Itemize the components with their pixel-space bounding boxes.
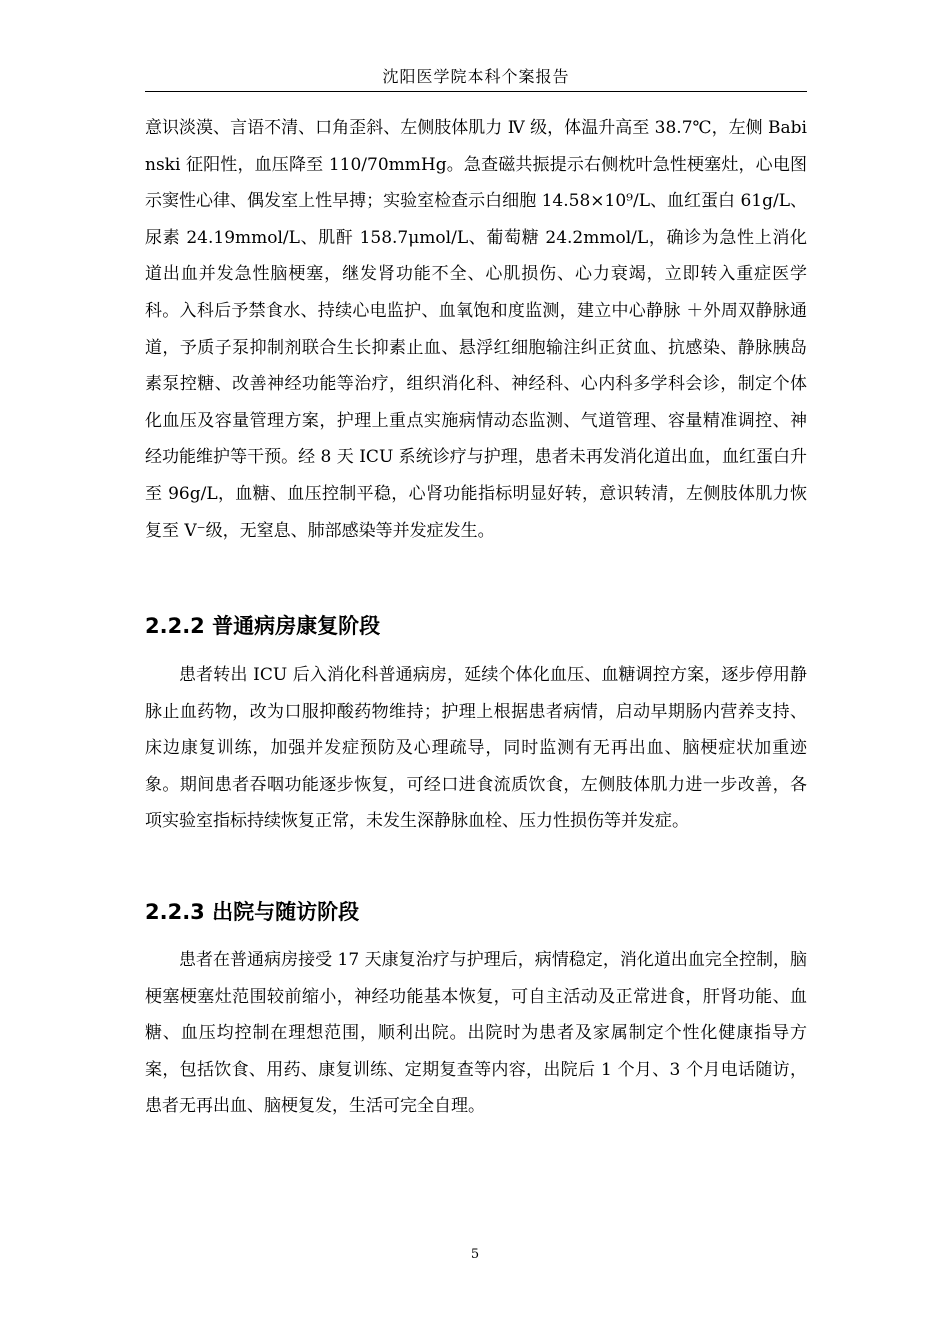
section-223-body [145,942,807,1125]
section-223-heading-block [145,897,807,927]
page-number: 5 [470,1247,480,1262]
intro-block [145,110,807,549]
header-rule [145,91,807,92]
section-heading: 2.2.3 出院与随访阶段 [145,900,360,924]
section-222-heading-block [145,611,807,641]
section-paragraph: 患者转出 ICU 后入消化科普通病房，延续个体化血压、血糖调控方案，逐步停用静脉止血药物，改为口服抑酸药物维持；护理上根据患者病情，启动早期肠内营养支持、床边康复训练，加强并发症预防及心理疏导，同时监测有无再出血、脑梗症状加重迹象。期间患者吞咽功能逐步恢复，可经口进食流质饮食，左侧肢体肌力进一步改善，各项实验室指标持续恢复正常，未发生深静脉血栓、压力性损伤等并发症。 [145,665,807,832]
section-paragraph: 患者在普通病房接受 17 天康复治疗与护理后，病情稳定，消化道出血完全控制，脑梗塞梗塞灶范围较前缩小，神经功能基本恢复，可自主活动及正常进食，肝肾功能、血糖、血压均控制在理想范围，顺利出院。出院时为患者及家属制定个性化健康指导方案，包括饮食、用药、康复训练、定期复查等内容，出院后 1 个月、3 个月电话随访，患者无再出血、脑梗复发，生活可完全自理。 [145,950,807,1117]
running-header: 沈阳医学院本科个案报告 [382,67,570,86]
section-222-body [145,657,807,840]
intro-paragraph: 意识淡漠、言语不清、口角歪斜、左侧肢体肌力 Ⅳ 级，体温升高至 38.7℃，左侧 Babinski 征阳性，血压降至 110/70mmHg。急查磁共振提示右侧枕叶急性梗塞灶，心电图示窦性心律、偶发室上性早搏；实验室检查示白细胞 14.58×10⁹/L、血红蛋白 61g/L、尿素 24.19mmol/L、肌酐 158.7μmol/L、葡萄糖 24.2mmol/L，确诊为急性上消化道出血并发急性脑梗塞，继发肾功能不全、心肌损伤、心力衰竭，立即转入重症医学科。入科后予禁食水、持续心电监护、血氧饱和度监测，建立中心静脉 ＋外周双静脉通道，予质子泵抑制剂联合生长抑素止血、悬浮红细胞输注纠正贫血、抗感染、静脉胰岛素泵控糖、改善神经功能等治疗，组织消化科、神经科、心内科多学科会诊，制定个体化血压及容量管理方案，护理上重点实施病情动态监测、气道管理、容量精准调控、神经功能维护等干预。经 8 天 ICU 系统诊疗与护理，患者未再发消化道出血，血红蛋白升至 96g/L，血糖、血压控制平稳，心肾功能指标明显好转，意识转清，左侧肢体肌力恢复至 Ⅴ⁻级，无窒息、肺部感染等并发症发生。 [145,118,807,541]
section-heading: 2.2.2 普通病房康复阶段 [145,614,381,638]
